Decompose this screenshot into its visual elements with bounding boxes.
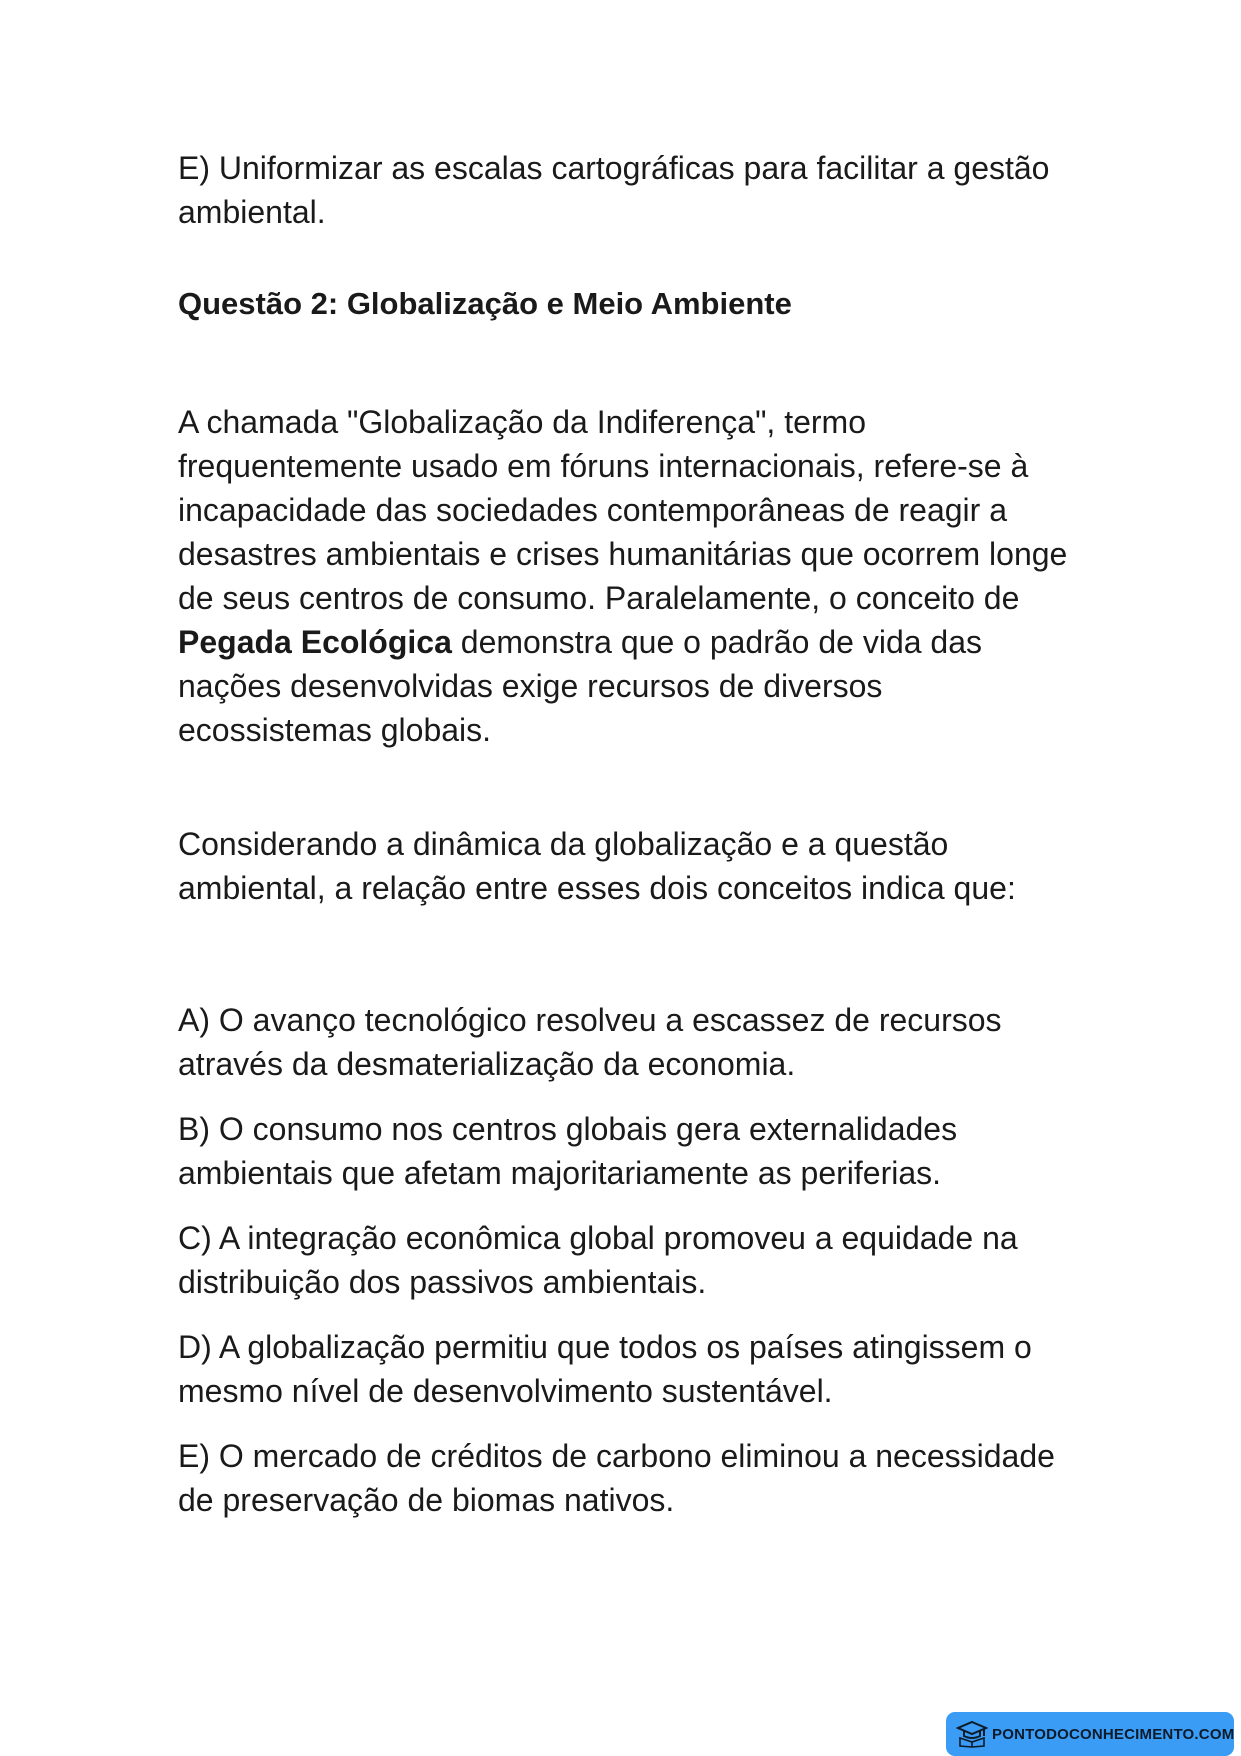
site-badge[interactable] bbox=[946, 1712, 1234, 1756]
question-title: Questão 2: Globalização e Meio Ambiente bbox=[178, 286, 792, 321]
option-a: A) O avanço tecnológico resolveu a escassez de recursos através da desmaterialização da economia. bbox=[178, 1002, 1002, 1082]
site-brand-text[interactable]: PONTODOCONHECIMENTO.COM bbox=[992, 1725, 1235, 1743]
question-intro bbox=[178, 400, 1078, 752]
previous-option-e: E) Uniformizar as escalas cartográficas para facilitar a gestão ambiental. bbox=[178, 150, 1050, 230]
option-c: C) A integração econômica global promoveu a equidade na distribuição dos passivos ambientais. bbox=[178, 1220, 1018, 1300]
question-intro-part2: demonstra que o padrão de vida das nações desenvolvidas exige recursos de diversos ecossistemas globais. bbox=[178, 624, 983, 748]
question-intro-part1: A chamada "Globalização da Indiferença", termo frequentemente usado em fóruns internacionais, refere-se à incapacidade das sociedades contemporâneas de reagir a desastres ambientais e crises humanitárias que ocorrem longe de seus centros de consumo. Paralelamente, o conceito de bbox=[178, 404, 1068, 616]
option-b: B) O consumo nos centros globais gera externalidades ambientais que afetam majoritariamente as periferias. bbox=[178, 1111, 958, 1191]
option-d: D) A globalização permitiu que todos os países atingissem o mesmo nível de desenvolvimento sustentável. bbox=[178, 1329, 1032, 1409]
graduation-cap-book-icon bbox=[956, 1720, 988, 1748]
question-prompt: Considerando a dinâmica da globalização e a questão ambiental, a relação entre esses dois conceitos indica que: bbox=[178, 826, 1016, 906]
pegada-ecologica-term: Pegada Ecológica bbox=[178, 624, 452, 660]
option-e: E) O mercado de créditos de carbono eliminou a necessidade de preservação de biomas nativos. bbox=[178, 1438, 1055, 1518]
